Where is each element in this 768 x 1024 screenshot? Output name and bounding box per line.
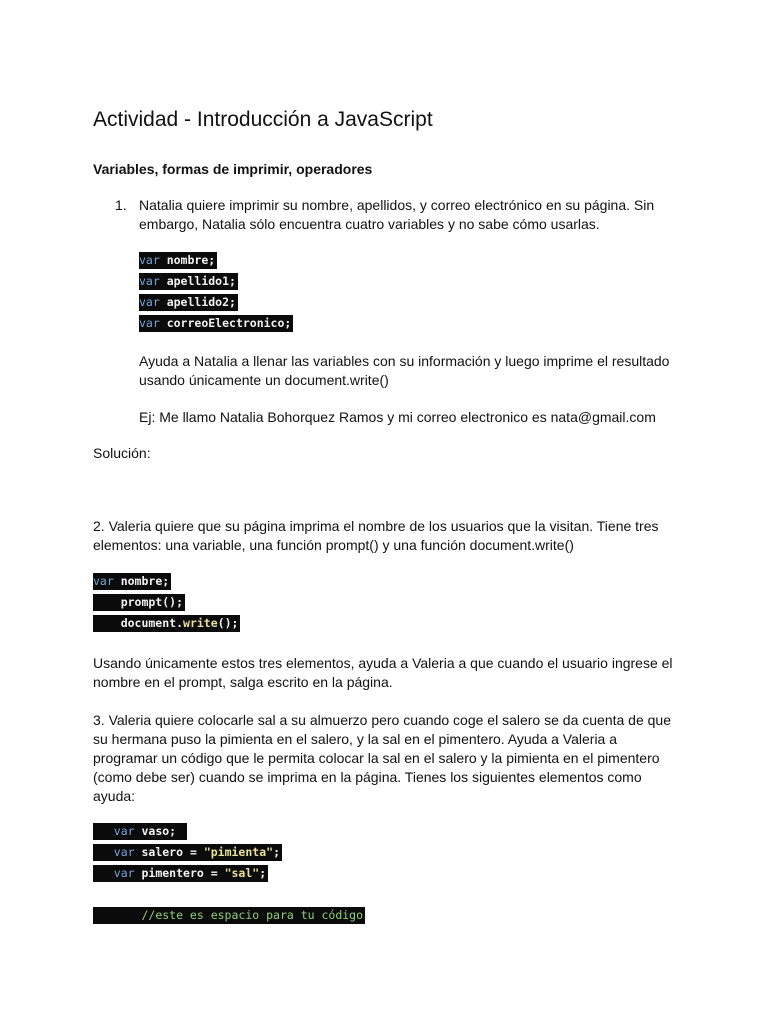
question-3-text: 3. Valeria quiere colocarle sal a su almuerzo pero cuando coge el salero se da cuenta de que su hermana puso la pimienta en el salero, y la sal en el pimentero. Ayuda a Valeria a programar un código que le permita colocar la sal en el salero y la pimienta en el pimentero (como debe ser) cuando se imprima en la página. Tienes los siguientes elementos como ayuda: [93, 712, 671, 804]
question-2-instruction: Usando únicamente estos tres elementos, ayuda a Valeria a que cuando el usuario ingrese el nombre en el prompt, salga escrito en la página. [93, 655, 673, 690]
code-line [139, 294, 238, 311]
code-text: apellido1; [159, 274, 236, 288]
question-1-example: Ej: Me llamo Natalia Bohorquez Ramos y mi correo electronico es nata@gmail.com [139, 409, 656, 425]
code-text: nombre; [113, 574, 170, 588]
code-text: ; [273, 845, 280, 859]
code-line [139, 252, 217, 269]
code-text: correoElectronico; [159, 316, 292, 330]
code-text: apellido2; [159, 295, 236, 309]
code-keyword: var [93, 574, 114, 588]
code-line [93, 844, 282, 861]
code-text: salero = [134, 845, 204, 859]
code-keyword: var [139, 253, 160, 267]
code-line [93, 823, 187, 840]
code-line [139, 273, 238, 290]
code-text: vaso; [134, 824, 177, 838]
code-text: ; [259, 866, 267, 880]
code-text: (); [217, 616, 239, 630]
question-1-number: 1. [115, 197, 127, 213]
code-keyword: var [113, 845, 135, 859]
question-1-instruction: Ayuda a Natalia a llenar las variables con su información y luego imprime el resultado usando únicamente un document.write() [139, 353, 670, 388]
code-keyword: var [139, 295, 160, 309]
code-comment: //este es espacio para tu código [141, 908, 364, 922]
code-keyword: var [113, 866, 135, 880]
code-keyword: var [139, 274, 160, 288]
code-line [93, 594, 185, 611]
solution-label: Solución: [93, 445, 151, 461]
code-text: prompt(); [93, 595, 184, 609]
question-1-text: Natalia quiere imprimir su nombre, apellidos, y correo electrónico en su página. Sin embargo, Natalia sólo encuentra cuatro variables y no sabe cómo usarlas. [139, 197, 655, 232]
code-keyword: var [113, 824, 135, 838]
code-line [93, 615, 240, 632]
code-string: "pimienta" [203, 845, 274, 859]
code-text: nombre; [159, 253, 216, 267]
page-title: Actividad - Introducción a JavaScript [93, 108, 433, 131]
code-line [93, 865, 268, 882]
section-subtitle: Variables, formas de imprimir, operadores [93, 161, 373, 177]
code-text: document. [93, 616, 184, 630]
question-2-text: 2. Valeria quiere que su página imprima el nombre de los usuarios que la visitan. Tiene tres elementos: una variable, una función prompt() y una función document.write() [93, 518, 659, 553]
code-line [139, 315, 293, 332]
code-text: pimentero = [134, 866, 225, 880]
code-keyword: var [139, 316, 160, 330]
code-string: "sal" [224, 866, 260, 880]
code-function: write [183, 616, 218, 630]
code-comment-line [93, 907, 365, 924]
code-line [93, 573, 171, 590]
